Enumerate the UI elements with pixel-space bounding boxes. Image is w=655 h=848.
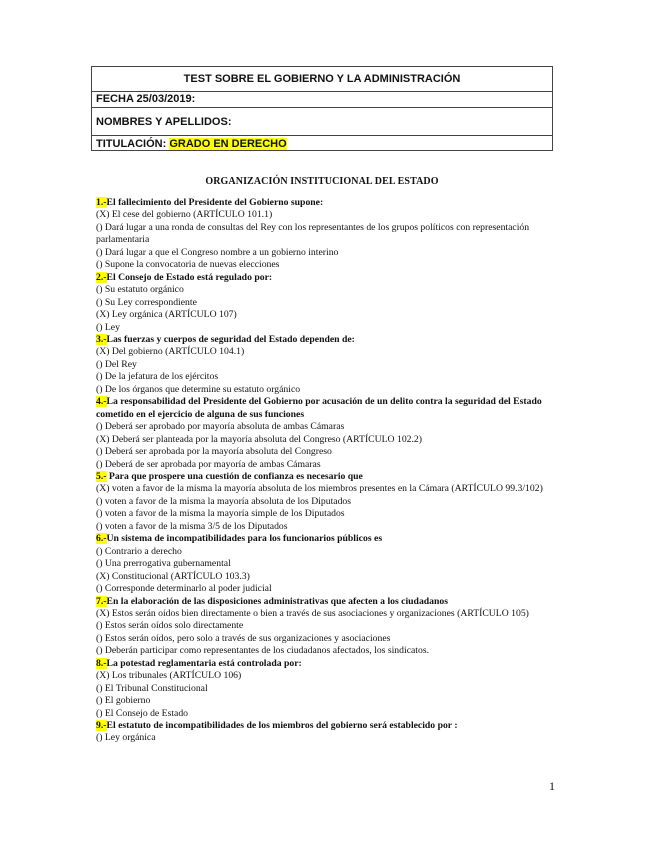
- question-text: El fallecimiento del Presidente del Gobierno supone:: [106, 197, 324, 208]
- question-text: El estatuto de incompatibilidades de los miembros del gobierno será establecido por :: [106, 720, 458, 732]
- question-number: 9.-: [96, 720, 107, 732]
- question-number: 3.-: [96, 333, 107, 345]
- answer-option: () Dará lugar a que el Congreso nombre a un gobierno interino: [96, 246, 339, 258]
- answer-option: (X) voten a favor de la misma la mayoría absoluta de los miembros presentes en la Cámara (ARTÍCULO 99.3/102): [96, 483, 543, 495]
- page-number: 1: [549, 779, 555, 793]
- nombres-field: NOMBRES Y APELLIDOS:: [92, 108, 553, 136]
- answer-option: () Estos serán oídos solo directamente: [96, 620, 244, 632]
- answer-option: () Estos serán oídos, pero solo a través de sus organizaciones y asociaciones: [96, 632, 391, 644]
- answer-option: () De la jefatura de los ejércitos: [96, 371, 219, 383]
- fecha-field: FECHA 25/03/2019:: [92, 92, 553, 108]
- question-number: 2.-: [96, 271, 107, 283]
- answer-option: () Deberá ser aprobado por mayoría absoluta de ambas Cámaras: [96, 421, 345, 433]
- answer-option: () Ley: [96, 321, 120, 333]
- answer-option: (X) Constitucional (ARTÍCULO 103.3): [96, 570, 250, 582]
- answer-option: () Su estatuto orgánico: [96, 284, 184, 296]
- titulacion-value: GRADO EN DERECHO: [169, 138, 287, 150]
- answer-option: () Ley orgánica: [96, 732, 156, 744]
- question-text: Un sistema de incompatibilidades para los funcionarios públicos es: [106, 533, 383, 545]
- answer-option: () Deberán participar como representantes de los ciudadanos afectados, los sindicatos.: [96, 645, 430, 657]
- question-number: 6.-: [96, 533, 107, 545]
- question-1: [96, 197, 554, 209]
- question-7: [96, 596, 554, 608]
- section-title: ORGANIZACIÓN INSTITUCIONAL DEL ESTADO: [205, 176, 439, 187]
- question-5: [96, 471, 554, 483]
- answer-option: () Supone la convocatoria de nuevas elecciones: [96, 259, 280, 271]
- answer-option: (X) Ley orgánica (ARTÍCULO 107): [96, 309, 237, 321]
- question-text: En la elaboración de las disposiciones administrativas que afecten a los ciudadanos: [106, 595, 449, 607]
- test-title: TEST SOBRE EL GOBIERNO Y LA ADMINISTRACIÓN: [92, 67, 553, 92]
- titulacion-field: [92, 136, 553, 151]
- answer-option: () Dará lugar a una ronda de consultas del Rey con los representantes de los grupos políticos con representación parlamentaria: [96, 221, 530, 246]
- answer-option: () voten a favor de la misma la mayoría simple de los Diputados: [96, 508, 345, 520]
- answer-option: (X) Del gobierno (ARTÍCULO 104.1): [96, 346, 245, 358]
- answer-option: () El Tribunal Constitucional: [96, 682, 208, 694]
- answer-option: (X) El cese del gobierno (ARTÍCULO 101.1): [96, 209, 273, 221]
- question-number: 7.-: [96, 595, 107, 607]
- question-number: 8.-: [96, 657, 107, 669]
- question-2: [96, 272, 554, 284]
- answer-option: () El gobierno: [96, 695, 151, 707]
- question-text: Para que prospere una cuestión de confianza es necesario que: [106, 470, 363, 482]
- question-number: 5.-: [96, 470, 107, 482]
- question-9: [96, 720, 554, 732]
- answer-option: () Una prerrogativa gubernamental: [96, 558, 231, 570]
- question-text: El Consejo de Estado está regulado por:: [106, 271, 273, 283]
- question-6: [96, 533, 554, 545]
- answer-option: () Corresponde determinarlo al poder judicial: [96, 583, 272, 595]
- question-8: [96, 658, 554, 670]
- question-4: [96, 396, 554, 421]
- answer-option: () Contrario a derecho: [96, 545, 182, 557]
- titulacion-label: TITULACIÓN:: [96, 138, 167, 150]
- answer-option: () Deberá ser aprobada por la mayoría absoluta del Congreso: [96, 446, 332, 458]
- question-number: 4.-: [96, 396, 107, 408]
- answer-option: () Su Ley correspondiente: [96, 296, 197, 308]
- question-text: La responsabilidad del Presidente del Gobierno por acusación de un delito contra la seguridad del Estado cometido en el ejercicio de alguna de sus funciones: [96, 396, 542, 420]
- question-number: 1.-: [96, 197, 107, 208]
- answer-option: () El Consejo de Estado: [96, 707, 189, 719]
- answer-option: () voten a favor de la misma 3/5 de los Diputados: [96, 520, 288, 532]
- answer-option: () voten a favor de la misma la mayoría absoluta de los Diputados: [96, 495, 352, 507]
- answer-option: () De los órganos que determine su estatuto orgánico: [96, 383, 301, 395]
- question-3: [96, 334, 554, 346]
- answer-option: (X) Deberá ser planteada por la mayoría absoluta del Congreso (ARTÍCULO 102.2): [96, 433, 422, 445]
- answer-option: () Deberá de ser aprobada por mayoría de ambas Cámaras: [96, 458, 321, 470]
- header-table: [91, 66, 553, 151]
- questions-list: [96, 197, 554, 745]
- answer-option: (X) Los tribunales (ARTÍCULO 106): [96, 670, 242, 682]
- answer-option: () Del Rey: [96, 358, 137, 370]
- question-text: La potestad reglamentaria está controlada por:: [106, 657, 302, 669]
- answer-option: (X) Estos serán oídos bien directamente o bien a través de sus asociaciones y organizaciones (ARTÍCULO 105): [96, 607, 529, 619]
- question-text: Las fuerzas y cuerpos de seguridad del Estado dependen de:: [106, 333, 355, 345]
